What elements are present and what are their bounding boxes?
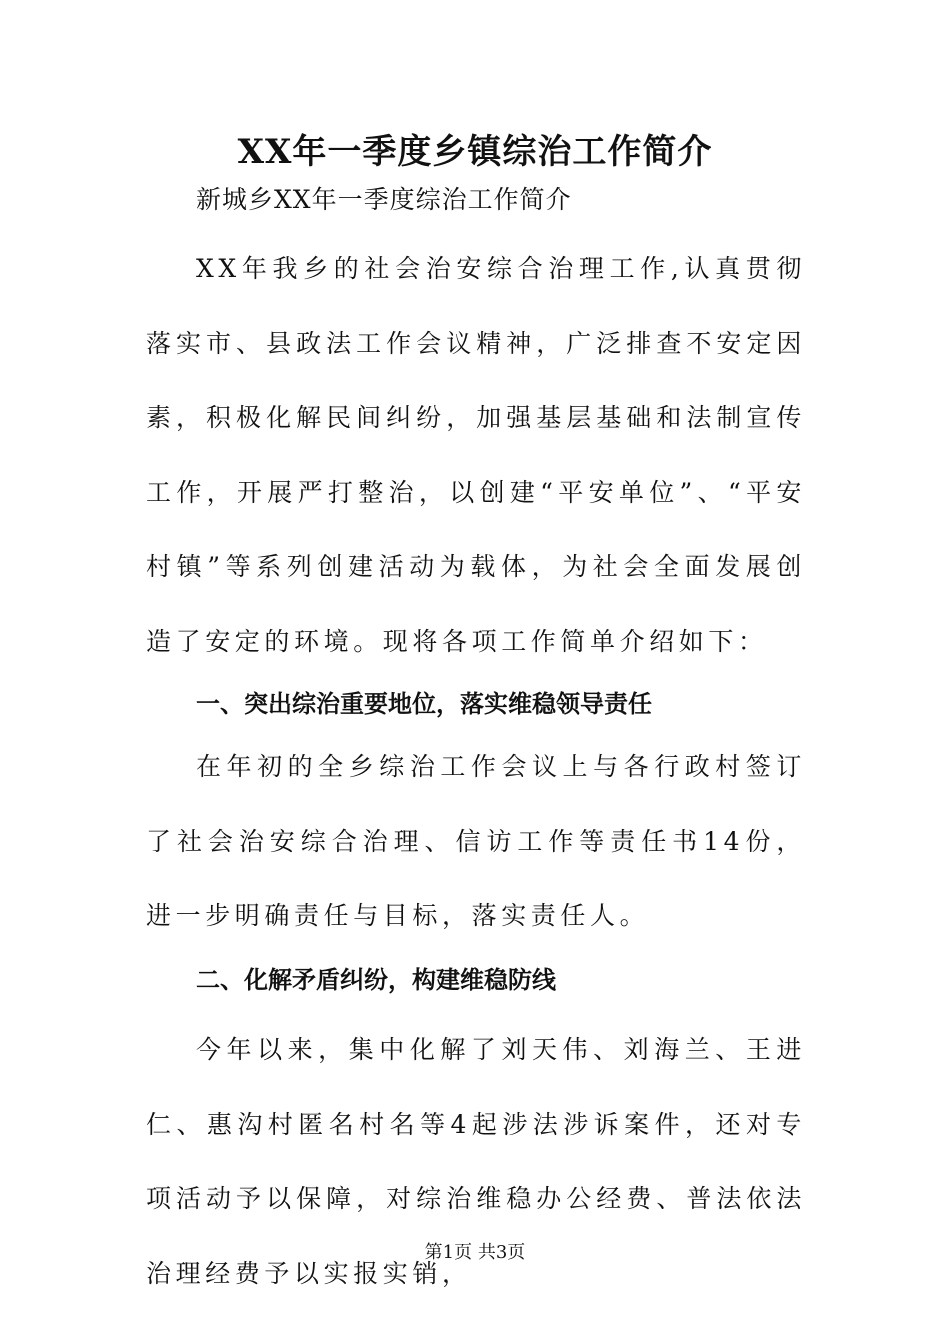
section-heading-1: 一、突出综治重要地位，落实维稳领导责任 bbox=[196, 690, 652, 718]
section-2-paragraph: 今年以来，集中化解了刘天伟、刘海兰、王进仁、惠沟村匿名村名等4起涉法涉诉案件，还对专项活动予以保障，对综治维稳办公经费、普法依法治理经费予以实报实销， bbox=[146, 1035, 806, 1288]
document-title: XX年一季度乡镇综治工作简介 bbox=[237, 132, 713, 172]
page-footer: 第1页 共3页 bbox=[424, 1242, 526, 1263]
document-subtitle: 新城乡XX年一季度综治工作简介 bbox=[196, 185, 572, 214]
intro-paragraph: XX年我乡的社会治安综合治理工作,认真贯彻落实市、县政法工作会议精神，广泛排查不安定因素，积极化解民间纠纷，加强基层基础和法制宣传工作，开展严打整治，以创建“平安单位”、“平安村镇”等系列创建活动为载体，为社会全面发展创造了安定的环境。现将各项工作简单介绍如下： bbox=[146, 254, 806, 656]
section-heading-2: 二、化解矛盾纠纷，构建维稳防线 bbox=[196, 966, 556, 994]
section-1-paragraph: 在年初的全乡综治工作会议上与各行政村签订了社会治安综合治理、信访工作等责任书14份，进一步明确责任与目标，落实责任人。 bbox=[146, 752, 806, 930]
